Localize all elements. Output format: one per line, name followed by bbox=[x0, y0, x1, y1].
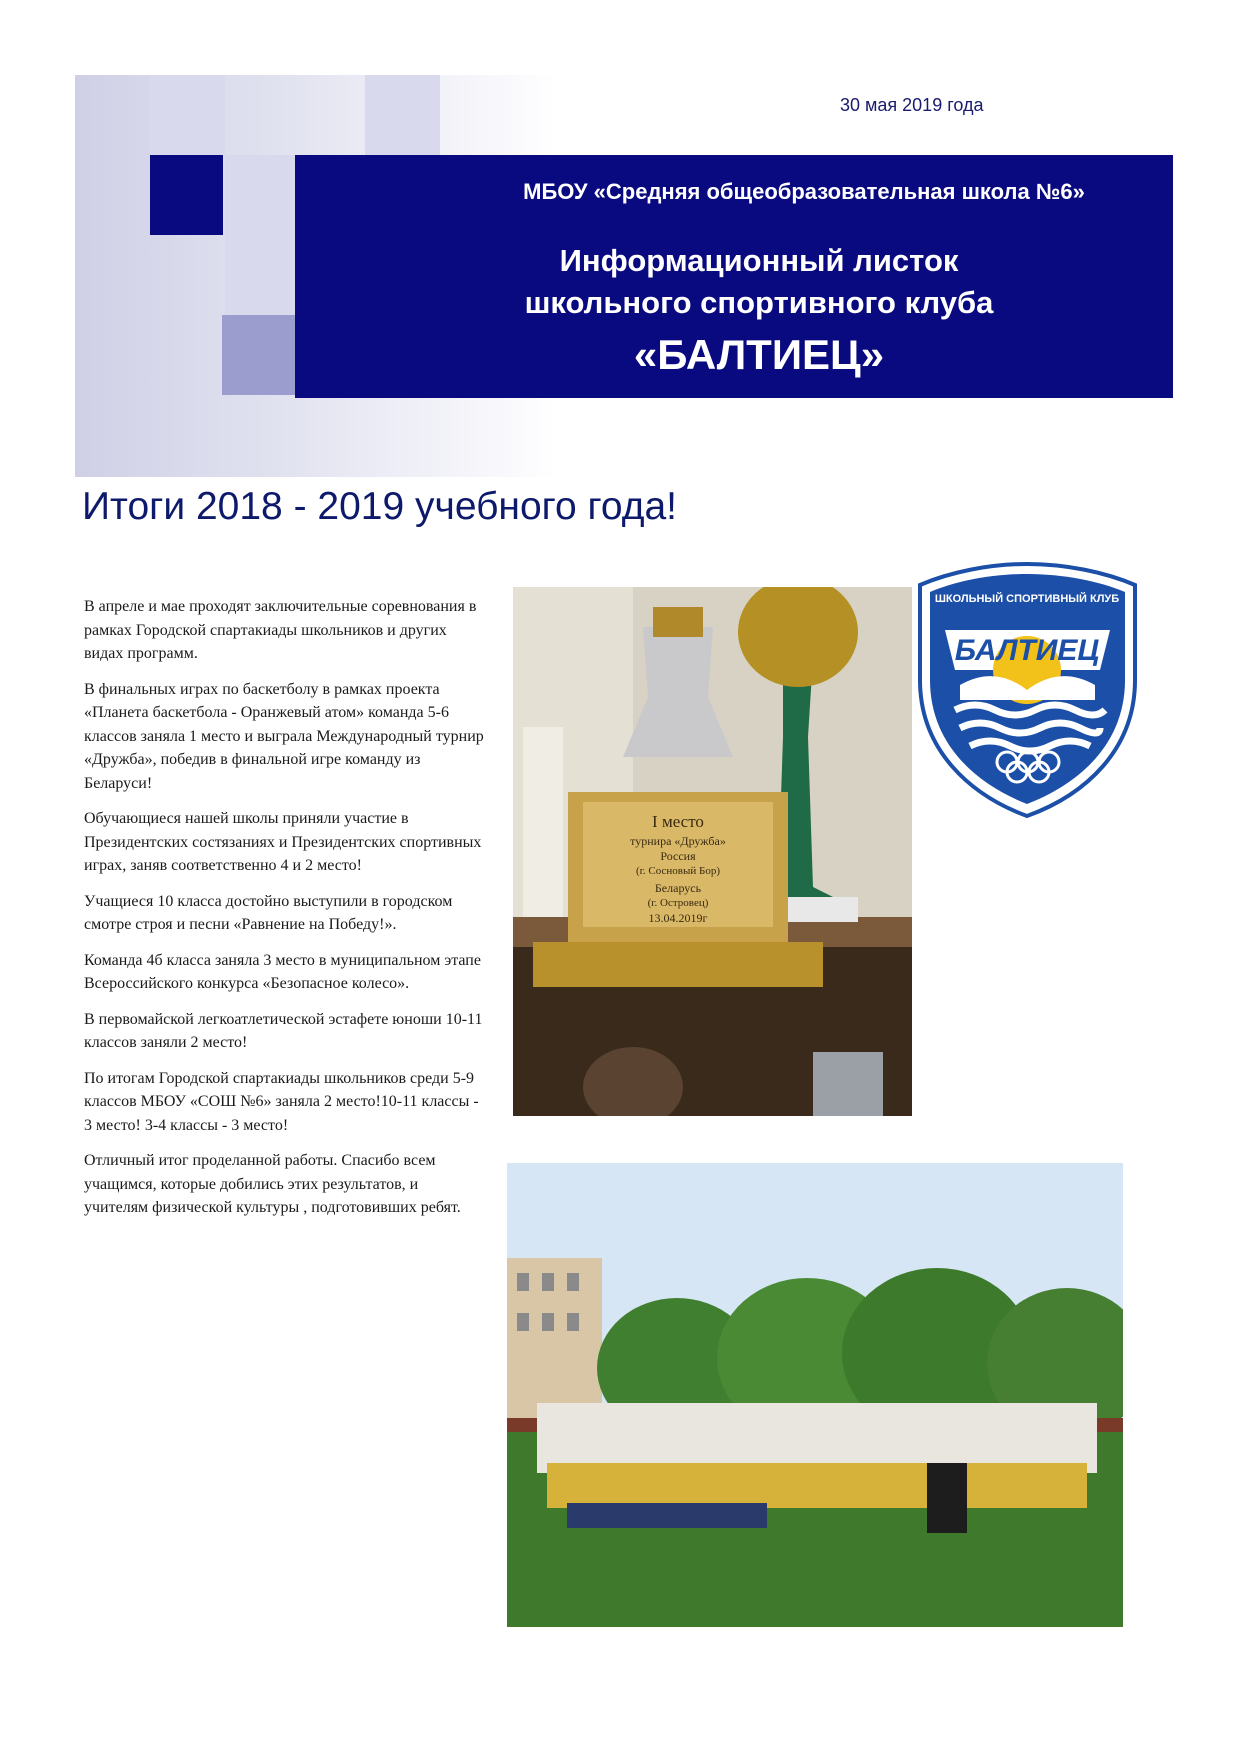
logo-name: БАЛТИЕЦ bbox=[954, 634, 1100, 667]
plate-text-5: Беларусь bbox=[654, 881, 702, 895]
team-illustration bbox=[507, 1163, 1123, 1627]
paragraph: В финальных играх по баскетболу в рамках проекта «Планета баскетбола - Оранжевый атом» команда 5-6 классов заняла 1 место и выграла Международный турнир «Дружба», победив в финальной игре команду из Беларуси! bbox=[84, 680, 484, 792]
decor-square bbox=[222, 315, 295, 395]
paragraph: Учащиеся 10 класса достойно выступили в городском смотре строя и песни «Равнение на Победу!». bbox=[84, 892, 453, 933]
shield-icon bbox=[915, 560, 1140, 820]
paragraph: В апреле и мае проходят заключительные соревнования в рамках Городской спартакиады школьников и других видах программ. bbox=[84, 598, 477, 662]
decor-square bbox=[150, 75, 225, 155]
plate-text-7: 13.04.2019г bbox=[648, 911, 708, 925]
plate-text-4: (г. Сосновый Бор) bbox=[635, 865, 721, 877]
header-banner bbox=[295, 155, 1173, 398]
club-logo bbox=[915, 560, 1140, 820]
page-heading: Итоги 2018 - 2019 учебного года! bbox=[82, 485, 678, 528]
decor-square bbox=[150, 155, 223, 235]
plate-text-3: Россия bbox=[660, 849, 696, 863]
decor-square bbox=[365, 75, 440, 155]
paragraph: По итогам Городской спартакиады школьников среди 5-9 классов МБОУ «СОШ №6» заняла 2 место!10-11 классы - 3 место! 3-4 классы - 3 место! bbox=[84, 1069, 479, 1134]
school-name: МБОУ «Средняя общеобразовательная школа №6» bbox=[523, 179, 1085, 204]
paragraph: Команда 4б класса заняла 3 место в муниципальном этапе Всероссийского конкурса «Безопасное колесо». bbox=[84, 951, 481, 992]
decor-square bbox=[225, 155, 295, 235]
trophy-photo bbox=[513, 587, 912, 1116]
article-text bbox=[84, 595, 484, 1232]
club-name: «БАЛТИЕЦ» bbox=[633, 331, 885, 378]
plate-text-2: турнира «Дружба» bbox=[630, 834, 726, 848]
team-photo bbox=[507, 1163, 1123, 1627]
plate-text-1: I место bbox=[652, 812, 704, 831]
paragraph: В первомайской легкоатлетической эстафете юноши 10-11 классов заняли 2 место! bbox=[84, 1010, 483, 1051]
trophy-illustration bbox=[513, 587, 912, 1116]
title-line-2: школьного спортивного клуба bbox=[524, 285, 994, 320]
issue-date: 30 мая 2019 года bbox=[840, 95, 984, 115]
logo-arc-text: ШКОЛЬНЫЙ СПОРТИВНЫЙ КЛУБ bbox=[934, 593, 1120, 605]
paragraph: Обучающиеся нашей школы приняли участие в Президентских состязаниях и Президентских спортивных играх, заняв соответственно 4 и 2 место! bbox=[84, 810, 482, 874]
plate-text-6: (г. Островец) bbox=[647, 897, 709, 909]
decor-square bbox=[225, 235, 295, 315]
paragraph: Отличный итог проделанной работы. Спасибо всем учащимся, которые добились этих результатов, и учителям физической культуры , подготовивших ребят. bbox=[84, 1152, 461, 1216]
title-line-1: Информационный листок bbox=[559, 243, 959, 278]
